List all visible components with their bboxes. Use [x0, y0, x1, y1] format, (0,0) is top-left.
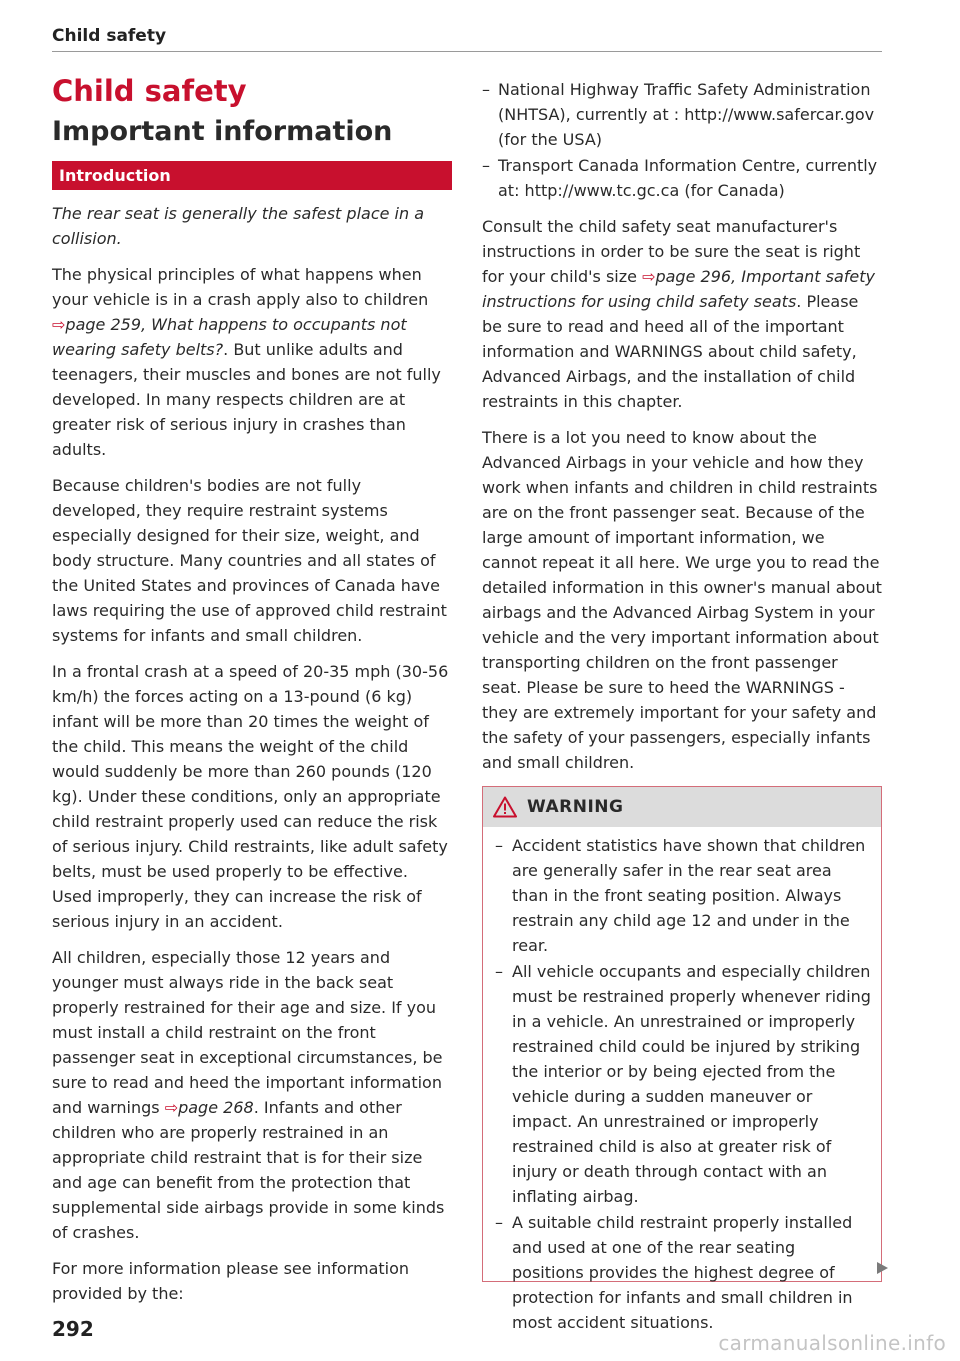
warning-list: [495, 833, 871, 1335]
paragraph-back-seat: [52, 945, 452, 1245]
paragraph-crash-forces: In a frontal crash at a speed of 20-35 mph (30-56 km/h) the forces acting on a 13-pound (6 kg) infant will be more than 20 times the weight of the child. This means the weight of the child would suddenly be more than 260 pounds (120 kg). Under these conditions, only an appropriate child restraint properly used can reduce the risk of serious injury. Child restraints, like adult safety belts, must be used properly to be effective. Used improperly, they can increase the risk of serious injury in an accident.: [52, 662, 449, 931]
warning-body: [483, 827, 881, 1335]
chapter-title: Child safety: [52, 74, 247, 108]
warning-title: WARNING: [527, 797, 624, 817]
left-text-flow: [52, 201, 452, 1317]
paragraph-text: . But unlike adults and teenagers, their muscles and bones are not fully developed. In many respects children are at greater risk of serious injury in crashes than adults.: [52, 340, 441, 459]
paragraph-text: Consult the child safety seat manufacturer's instructions in order to be sure the seat is right for your child's size: [482, 217, 861, 286]
warning-triangle-icon: [493, 796, 517, 818]
page-ref-arrow-icon: ⇨: [642, 267, 656, 286]
sources-list: [482, 77, 882, 203]
right-text-flow: [482, 77, 882, 786]
list-item: – A suitable child restraint properly installed and used at one of the rear seating positions provides the highest degree of protection for infants and small children in most accident situations.: [495, 1210, 871, 1335]
warning-box: [482, 786, 882, 1332]
page-reference-link[interactable]: page 259, What happens to occupants not wearing safety belts?: [52, 315, 407, 359]
paragraph-restraint-laws: Because children's bodies are not fully developed, they require restraint systems especially designed for their size, weight, and body structure. Many countries and all states of the United States and provinces of Canada have laws requiring the use of approved child restraint systems for infants and small children.: [52, 476, 447, 645]
paragraph-manufacturer: [482, 214, 882, 414]
paragraph-text: . Please be sure to read and heed all of the important information and WARNINGS about child safety, Advanced Airbags, and the installation of child restraints in this chapter.: [482, 292, 859, 411]
warning-header: [483, 787, 881, 827]
list-item: – All vehicle occupants and especially children must be restrained properly whenever riding in a vehicle. An unrestrained or improperly restrained child could be injured by striking the interior or by being ejected from the vehicle during a sudden maneuver or impact. An unrestrained or improperly restrained child is also at greater risk of injury or death through contact with an inflating airbag.: [495, 959, 871, 1209]
page-reference-link[interactable]: page 296, Important safety instructions for using child safety seats: [482, 267, 875, 311]
section-title: Important information: [52, 116, 393, 147]
continue-arrow-icon: [875, 1261, 889, 1275]
watermark[interactable]: carmanualsonline.info: [718, 1331, 946, 1355]
paragraph-text: All children, especially those 12 years and younger must always ride in the back seat properly restrained for their age and size. If you must install a child restraint on the front passenger seat in exceptional circumstances, be sure to read and heed the important information and warnings: [52, 948, 443, 1117]
header-rule: [52, 51, 882, 52]
paragraph-more-info: For more information please see information provided by the:: [52, 1259, 410, 1303]
page-reference-link[interactable]: page 268: [178, 1098, 254, 1117]
page-number: 292: [52, 1317, 94, 1341]
list-item: – Transport Canada Information Centre, currently at: http://www.tc.gc.ca (for Canada): [482, 153, 882, 203]
list-item: – Accident statistics have shown that children are generally safer in the rear seat area than in the front seating position. Always restrain any child age 12 and under in the rear.: [495, 833, 871, 958]
page-ref-arrow-icon: ⇨: [164, 1098, 179, 1117]
running-head: Child safety: [52, 26, 167, 46]
paragraph-text: . Infants and other children who are properly restrained in an appropriate child restraint that is for their size and age can benefit from the protection that supplemental side airbags provide in some kinds of crashes.: [52, 1098, 445, 1242]
list-item: – National Highway Traffic Safety Administration (NHTSA), currently at : http://www.safercar.gov (for the USA): [482, 77, 882, 152]
page-ref-arrow-icon: ⇨: [52, 315, 66, 334]
paragraph-physics: [52, 262, 452, 462]
introduction-bar: Introduction: [52, 161, 452, 190]
paragraph-text: The physical principles of what happens when your vehicle is in a crash apply also to children: [52, 265, 429, 309]
intro-text: The rear seat is generally the safest place in a collision.: [52, 204, 425, 248]
paragraph-airbags: There is a lot you need to know about the Advanced Airbags in your vehicle and how they work when infants and children in child restraints are on the front passenger seat. Because of the large amount of important information, we cannot repeat it all here. We urge you to read the detailed information in this owner's manual about airbags and the Advanced Airbag System in your vehicle and the very important information about transporting children on the front passenger seat. Please be sure to heed the WARNINGS - they are extremely important for your safety and the safety of your passengers, especially infants and small children.: [482, 428, 882, 772]
